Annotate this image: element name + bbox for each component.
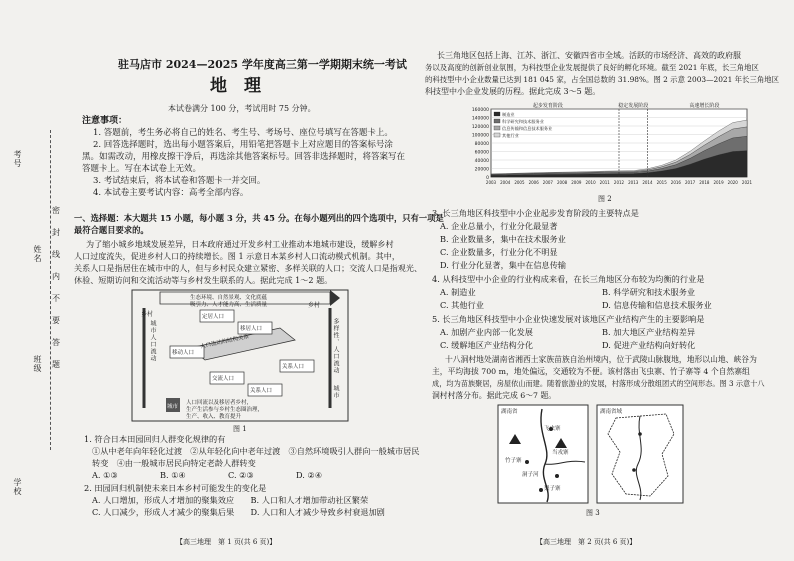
figure-2-chart [455,99,755,191]
notice-line: 4. 本试卷主要考试内容：高考全部内容。 [93,188,249,198]
seal-text: 密 封 线 内 不 要 答 题 [52,206,60,369]
intro-line: 为了缩小城乡地域发展差异，日本政府通过开发乡村工业推动本地城市建设，缓解乡村 [86,239,394,249]
diagram-top-mid-2: 吸引力、人才能力高、生活质量 [190,302,268,308]
figure-1-caption: 图 1 [233,425,247,433]
question-3-option: D. 行业分化显著，集中在信息传输 [440,260,567,270]
diagram-left-side: 城市人口流动 [149,320,156,362]
x-tick-label: 2004 [500,180,511,185]
legend-label: 信息传输和信息技术服务业 [502,126,553,131]
x-tick-label: 2010 [585,180,596,185]
binding-dashed-line [50,130,51,450]
figure-2-caption: 图 2 [598,195,612,203]
city-dot [632,468,636,472]
diagram-bottom-label: 人口回流以及移居者乡村， [186,400,253,406]
legend-label: 科学研究和技术服务业 [502,119,544,124]
page-footer-left: 【高三地理 第 1 页(共 6 页)】 [176,538,277,546]
x-tick-label: 2020 [727,180,738,185]
village-dot [555,474,559,478]
x-tick-label: 2009 [571,180,582,185]
question-4-option: A. 制造业 [440,287,476,297]
diagram-box-label: 交流人口 [212,376,235,382]
page-footer-right: 【高三地理 第 2 页(共 6 页)】 [536,538,637,546]
diagram-top-right: 乡村 [308,302,321,309]
right-intro2-line: 成，均为苗族聚居，房屋依山而建。随着旅游业的发展，村落形成分散组团式的空间形态。图 3 示意十八 [432,379,765,388]
right-intro2-line: 洞村村落分布。据此完成 6～7 题。 [432,391,557,400]
right-intro-line: 长三角地区包括上海、江苏、浙江、安徽四省市全域。活跃的市场经济、高效的政府服 [437,51,741,60]
legend-label: 其他行业 [502,133,519,138]
y-tick-label: 60000 [474,150,489,156]
map-place: 洞子河 [522,472,539,478]
notice-line: 2. 回答选择题时，选出每小题答案后，用铅笔把答题卡上对应题目的答案标号涂 [93,140,393,150]
y-tick-label: 120000 [471,125,489,130]
binding-label-class: 班级 [33,355,42,373]
figure-3-caption: 图 3 [586,509,600,517]
question-1-options: 转变 ④由一般城市居民向特定老龄人群转变 [92,458,256,468]
legend-swatch [494,126,500,130]
diagram-right-side: 多样性、人口流动 [332,318,339,374]
binding-strip [0,0,60,561]
x-tick-label: 2012 [613,180,625,185]
y-tick-label: 100000 [471,133,489,139]
phase-label: 起步发育阶段 [532,103,563,109]
map-place: 梨子寨 [544,486,561,492]
y-tick-label: 20000 [474,167,489,173]
diagram-top-mid: 生态环境、自然景观、文化底蕴 [190,295,268,301]
x-tick-label: 2008 [557,180,568,185]
map-place: 飞虫寨 [544,426,561,432]
section-title-cont: 最符合题目要求的。 [74,225,149,235]
map-place: 竹子寨 [505,458,522,464]
right-intro2-line: 十八洞村地处湖南省湘西土家族苗族自治州境内，位于武陵山脉腹地，地形以山地、峡谷为 [445,355,757,364]
question-5-option: D. 促进产业结构向好转化 [602,340,696,350]
village-dot [525,460,529,464]
subject-title: 地 理 [210,76,261,96]
question-1-options: ①从中老年向年轻化过渡 ②从年轻化向中老年过渡 ③自然环境吸引人群向一般城市居民 [92,446,420,456]
x-tick-label: 2018 [699,180,710,185]
legend-label: 制造业 [502,112,515,117]
diagram-center-band: 人口流动的结构关系 [199,333,250,351]
x-tick-label: 2006 [528,180,539,185]
diagram-bottom-label: 生产、收入、教育提升 [186,414,242,420]
question-3-option: A. 企业总量小，行业分化最显著 [440,221,558,231]
question-1-choice: B. ①④ [160,470,186,480]
figure-3-map-region [596,404,684,504]
notice-line: 答题卡上。写在本试卷上无效。 [82,164,202,174]
x-tick-label: 2021 [741,180,753,185]
notice-line: 1. 答题前，考生务必将自己的姓名、考生号、考场号、座位号填写在答题卡上。 [93,128,393,138]
right-intro2-line: 主，平均海拔 700 m，地处偏远，交通较为不便。该村落由飞虫寨、竹子寨等 4 个自然寨组 [432,367,750,376]
diagram-town: 城市 [167,404,179,410]
right-intro-line: 务以及高度的创新创业氛围，为科技型企业发展提供了良好的孵化环境。截至 2021 年底，长三角地区 [425,63,759,72]
legend-swatch [494,112,500,116]
intro-line: 人口过度流失，促进乡村人口的持续增长。图 1 示意日本某乡村人口流动模式机制。其中， [74,251,400,261]
question-3: 3. 长三角地区科技型中小企业起步发育阶段的主要特点是 [432,208,639,218]
x-tick-label: 2017 [685,180,696,185]
x-tick-label: 2016 [670,180,681,185]
diagram-right-bottom: 城市 [332,385,339,399]
binding-label-exam-number: 考号 [13,150,22,168]
x-tick-label: 2015 [656,180,667,185]
phase-label: 高速增长阶段 [689,103,720,109]
question-1-choice: D. ②④ [296,470,323,480]
exam-meta: 本试卷满分 100 分，考试用时 75 分钟。 [168,104,316,113]
question-4-option: B. 科学研究和技术服务业 [602,287,696,297]
y-tick-label: 40000 [474,159,489,164]
y-tick-label: 140000 [471,116,489,122]
question-4: 4. 从科技型中小企业的行业构成来看，在长三角地区分布较为均衡的行业是 [432,274,705,284]
question-1-choice: A. ①③ [92,470,118,480]
y-tick-label: 0 [486,176,489,181]
question-1-choice: C. ②③ [228,470,254,480]
question-4-option: D. 信息传输和信息技术服务业 [602,300,712,310]
diagram-bottom-label: 生产生活参与乡村生态圈治理， [186,407,264,413]
map-frame [498,405,588,503]
right-intro-line: 科技型中小企业发展的历程。据此完成 3～5 题。 [425,87,601,96]
intro-line: 休验、短期访问和交流活动等与乡村发生联系的人。据此完成 1～2 题。 [74,275,333,285]
question-3-option: C. 企业数量多，行业分化不明显 [440,247,558,257]
phase-label: 稳定发展阶段 [618,103,649,109]
notice-line: 3. 考试结束后，将本试卷和答题卡一并交回。 [93,176,266,186]
question-2: 2. 田园回归机制使未来日本乡村可能发生的变化是 [84,483,267,493]
y-tick-label: 160000 [471,108,489,113]
village-dot [539,488,543,492]
legend-swatch [494,119,500,123]
x-tick-label: 2013 [628,180,639,185]
question-4-option: C. 其他行业 [440,300,484,310]
question-5: 5. 长三角地区科技型中小企业快速发展对该地区产业结构产生的主要影响是 [432,314,705,324]
x-tick-label: 2014 [642,180,653,185]
legend-swatch [494,133,500,137]
figure-3-map-village [497,404,589,504]
x-tick-label: 2019 [713,180,724,185]
diagram-top-left: 乡村 [141,311,154,318]
diagram-box-label: 关系人口 [250,388,273,394]
question-5-option: A. 加剧产业内部一化发展 [440,327,533,337]
question-2-options: C. 人口减少，形成人才减少的聚集后果 D. 人口和人才减少导致乡村衰退加剧 [92,507,385,517]
map-a-label: 湖南省 [501,409,518,415]
question-2-options: A. 人口增加，形成人才增加的聚集效应 B. 人口和人才增加带动社区繁荣 [92,495,369,505]
diagram-box-label: 移动人口 [172,350,195,356]
intro-line: 关系人口是指居住在城市中的人，但与乡村民众建立紧密、多样关联的人口；交流人口是指观光、 [74,263,423,273]
x-tick-label: 2007 [542,180,553,185]
binding-label-name: 姓名 [33,245,42,263]
city-dot [638,432,642,436]
diagram-box-label: 移居人口 [240,326,263,332]
notice-title: 注意事项： [82,116,128,126]
section-title: 一、选择题：本大题共 15 小题，每小题 3 分，共 45 分。在每小题列出的四个选项中，只有一项是 [74,213,444,223]
map-b-label: 湖南省域 [600,409,623,415]
y-tick-label: 80000 [474,142,489,147]
top-arrow-head [330,290,340,306]
x-tick-label: 2005 [514,180,525,185]
right-intro-line: 的科技型中小企业数量已达到 181 045 家，占全国总数的 31.98%。图 2 示意 2003—2021 年长三角地区 [425,75,780,84]
x-tick-label: 2003 [485,180,497,185]
diagram-box-label: 定居人口 [202,314,225,320]
x-tick-label: 2011 [599,180,610,185]
diagram-box-label: 关系人口 [282,364,305,370]
question-5-option: B. 加大地区产业结构差异 [602,327,696,337]
notice-line: 黑。如需改动，用橡皮擦干净后，再选涂其他答案标号。回答非选择题时，将答案写在 [82,152,406,162]
question-1: 1. 符合日本田园回归人群变化规律的有 [84,434,226,444]
binding-label-school: 学校 [13,478,22,496]
map-place: 当戎寨 [552,450,569,456]
exam-title: 驻马店市 2024—2025 学年度高三第一学期期末统一考试 [118,58,407,71]
question-5-option: C. 缓解地区产业结构分化 [440,340,534,350]
question-3-option: B. 企业数量多，集中在技术服务业 [440,234,566,244]
